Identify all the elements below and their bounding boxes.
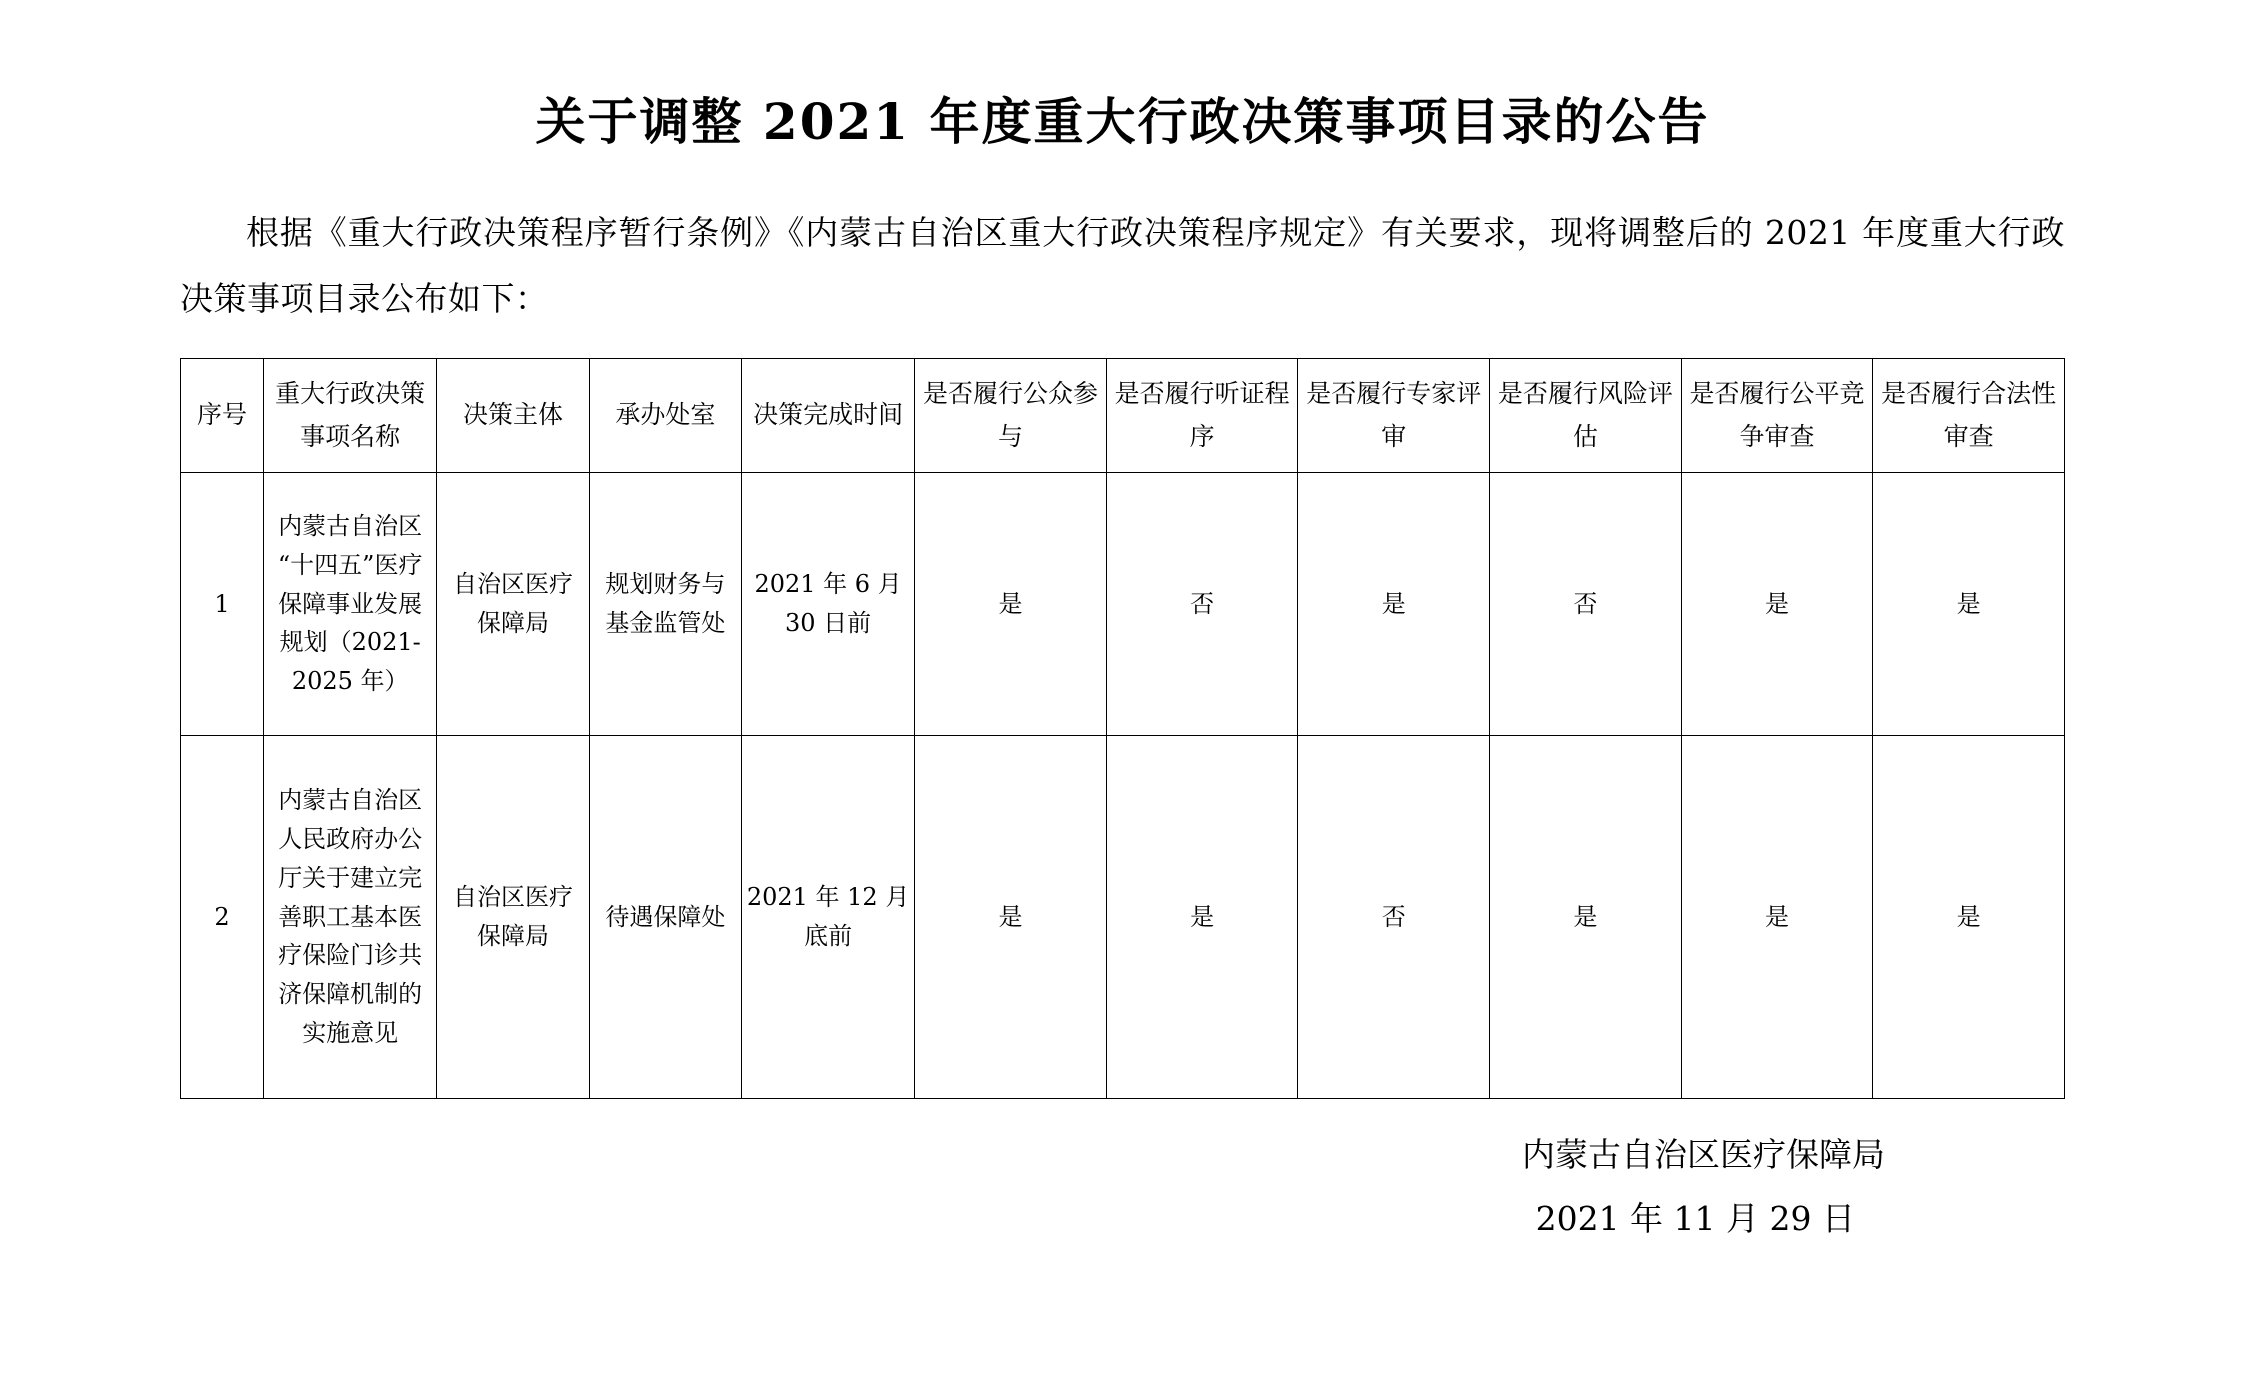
cell-seq: 2: [181, 736, 264, 1099]
cell-subject: 自治区医疗保障局: [437, 736, 589, 1099]
decision-items-table: [180, 358, 2065, 1099]
column-header-hearing: 是否履行听证程序: [1106, 359, 1298, 473]
column-header-seq: 序号: [181, 359, 264, 473]
decision-table-container: [0, 332, 2245, 1099]
column-header-risk-assessment: 是否履行风险评估: [1490, 359, 1682, 473]
intro-paragraph: 根据《重大行政决策程序暂行条例》《内蒙古自治区重大行政决策程序规定》有关要求，现将调整后的 2021 年度重大行政决策事项目录公布如下：: [180, 213, 2065, 318]
cell-expert-review: 否: [1298, 736, 1490, 1099]
column-header-fair-competition: 是否履行公平竞争审查: [1681, 359, 1873, 473]
cell-hearing: 是: [1106, 736, 1298, 1099]
cell-risk-assessment: 是: [1490, 736, 1682, 1099]
cell-fair-competition: 是: [1681, 473, 1873, 736]
cell-risk-assessment: 否: [1490, 473, 1682, 736]
cell-public-participation: 是: [915, 473, 1107, 736]
signature-date: 2021 年 11 月 29 日: [1535, 1199, 1855, 1239]
cell-hearing: 否: [1106, 473, 1298, 736]
table-row: [181, 736, 2065, 1099]
cell-time: 2021 年 6 月 30 日前: [742, 473, 915, 736]
column-header-public-participation: 是否履行公众参与: [915, 359, 1107, 473]
column-header-legality-review: 是否履行合法性审查: [1873, 359, 2065, 473]
cell-legality-review: 是: [1873, 736, 2065, 1099]
table-row: [181, 473, 2065, 736]
cell-legality-review: 是: [1873, 473, 2065, 736]
page-title: 关于调整 2021 年度重大行政决策事项目录的公告: [535, 92, 1710, 151]
cell-name: 内蒙古自治区人民政府办公厅关于建立完善职工基本医疗保险门诊共济保障机制的实施意见: [264, 736, 437, 1099]
cell-time: 2021 年 12 月底前: [742, 736, 915, 1099]
signature-block: [0, 1099, 2245, 1252]
cell-subject: 自治区医疗保障局: [437, 473, 589, 736]
cell-public-participation: 是: [915, 736, 1107, 1099]
column-header-name: 重大行政决策事项名称: [264, 359, 437, 473]
cell-office: 待遇保障处: [589, 736, 741, 1099]
column-header-subject: 决策主体: [437, 359, 589, 473]
column-header-expert-review: 是否履行专家评审: [1298, 359, 1490, 473]
table-header-row: [181, 359, 2065, 473]
cell-office: 规划财务与基金监管处: [589, 473, 741, 736]
signature-organization: 内蒙古自治区医疗保障局: [1522, 1135, 1885, 1174]
cell-expert-review: 是: [1298, 473, 1490, 736]
cell-name: 内蒙古自治区“十四五”医疗保障事业发展规划（2021-2025 年）: [264, 473, 437, 736]
column-header-time: 决策完成时间: [742, 359, 915, 473]
column-header-office: 承办处室: [589, 359, 741, 473]
cell-seq: 1: [181, 473, 264, 736]
cell-fair-competition: 是: [1681, 736, 1873, 1099]
